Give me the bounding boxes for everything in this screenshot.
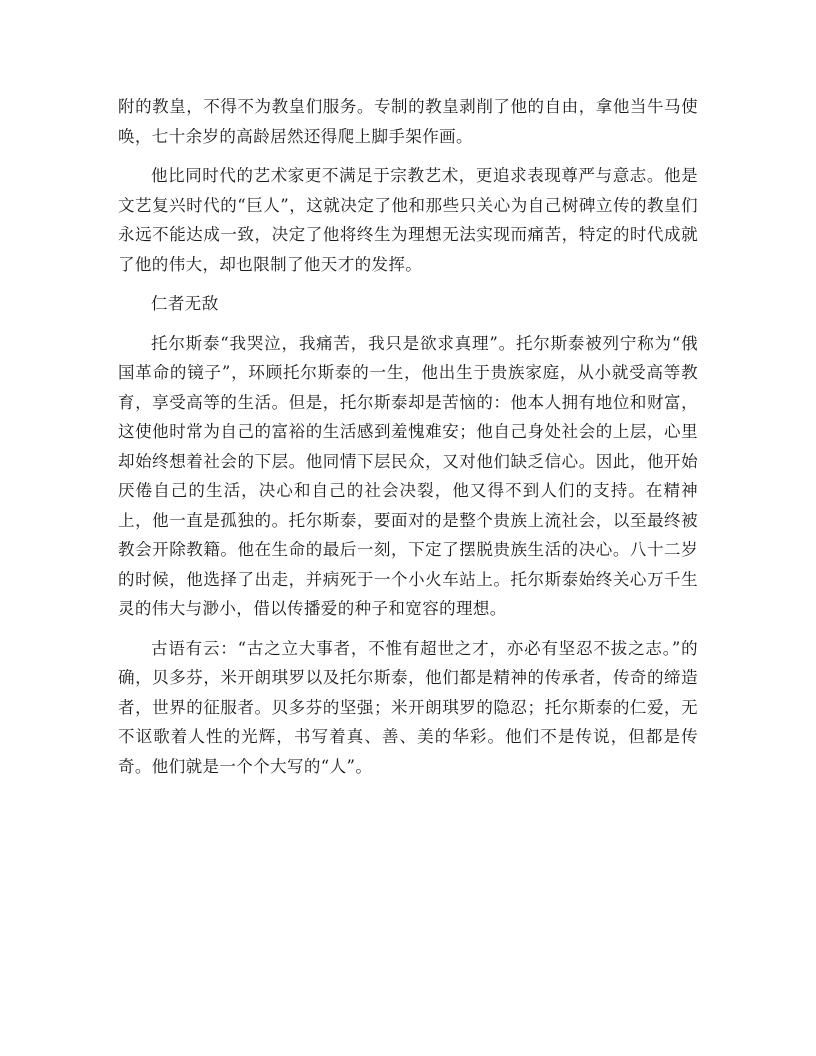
document-body xyxy=(118,92,698,781)
section-heading: 仁者无敌 xyxy=(151,294,219,313)
paragraph-conclusion: 古语有云：“古之立大事者，不惟有超世之才，亦必有坚忍不拔之志。”的确，贝多芬，米开朗琪罗以及托尔斯泰，他们都是精神的传承者，传奇的缔造者，世界的征服者。贝多芬的坚强；米开朗琪罗的隐忍；托尔斯泰的仁爱，无不讴歌着人性的光辉，书写着真、善、美的华彩。他们不是传说，但都是传奇。他们就是一个个大写的“人”。 xyxy=(118,638,698,776)
paragraph-michelangelo: 他比同时代的艺术家更不满足于宗教艺术，更追求表现尊严与意志。他是文艺复兴时代的“巨人”，这就决定了他和那些只关心为自己树碑立传的教皇们永远不能达成一致，决定了他将终生为理想无法实现而痛苦，特定的时代成就了他的伟大，却也限制了他天才的发挥。 xyxy=(118,166,698,274)
paragraph-tolstoy: 托尔斯泰“我哭泣，我痛苦，我只是欲求真理”。托尔斯泰被列宁称为“俄国革命的镜子”，环顾托尔斯泰的一生，他出生于贵族家庭，从小就受高等教育，享受高等的生活。但是，托尔斯泰却是苦恼的：他本人拥有地位和财富，这使他时常为自己的富裕的生活感到羞愧难安；他自己身处社会的上层，心里却始终想着社会的下层。他同情下层民众，又对他们缺乏信心。因此，他开始厌倦自己的生活，决心和自己的社会决裂，他又得不到人们的支持。在精神上，他一直是孤独的。托尔斯泰，要面对的是整个贵族上流社会，以至最终被教会开除教籍。他在生命的最后一刻，下定了摆脱贵族生活的决心。八十二岁的时候，他选择了出走，并病死于一个小火车站上。托尔斯泰始终关心万千生灵的伟大与渺小，借以传播爱的种子和宽容的理想。 xyxy=(118,333,698,618)
paragraph-continued: 附的教皇，不得不为教皇们服务。专制的教皇剥削了他的自由，拿他当牛马使唤，七十余岁的高龄居然还得爬上脚手架作画。 xyxy=(118,97,698,146)
